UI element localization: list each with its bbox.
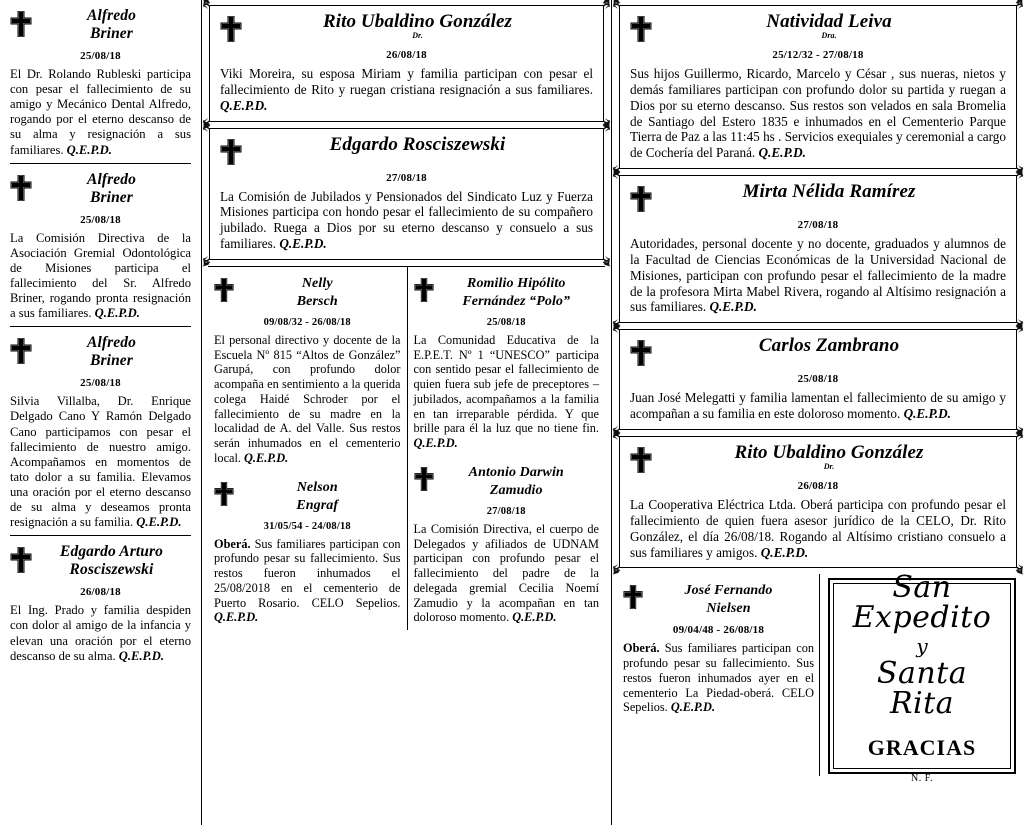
notice-dates: 27/08/18 [486,505,526,517]
notice-header [10,3,191,45]
notice-body [630,497,1006,560]
boxed-obituary-notice [619,329,1017,430]
notice-body [220,189,593,252]
name-subtitle: Dr. [412,31,423,40]
floral-corner-ornament-icon [1007,322,1024,339]
notice-header [220,134,593,167]
middle-right-subcolumn [407,267,606,630]
boxed-obituary-notice [619,436,1017,568]
floral-corner-ornament-icon [612,429,629,446]
cross-icon [630,12,652,42]
notice-header [10,330,191,372]
obituary-notice [10,163,191,327]
deceased-name [38,7,191,43]
cross-icon [630,443,652,473]
notice-body [630,236,1006,315]
cross-icon [10,334,32,364]
body-text: La Comisión de Jubilados y Pensionados del Sindicato Luz y Fuerza Misiones participa con hondo pesar el fallecimiento de su compañero jubilado. Ruega a Dios por su eterno descanso y consuelo a sus familiares. [220,188,593,252]
notice-dates: 26/08/18 [386,49,427,61]
notice-body [414,522,600,625]
body-text: Sus hijos Guillermo, Ricardo, Marcelo y César , sus nueras, nietos y demás familiares participan con profundo dolor su partida y ruegan a Dios por su eterno descanso. Sus restos son velados en sala Bromelia de Santiago del Estero 1835 e inhumados en el Cementerio Parque Tierra de Paz a las 11:45 hs . Servicios exequiales y ceremonial a cargo de Cochería del Paraná. [630,66,1006,161]
saint-initials: N. F. [911,772,933,784]
body-text: Viki Moreira, su esposa Miriam y familia participan con pesar el fallecimiento de Rito y ruegan cristiana resignación a sus familiares. [220,66,593,97]
cross-icon [630,336,652,366]
notice-header [630,335,1006,368]
deceased-name [240,478,401,514]
name-line-1: Romilio Hipólito [467,275,566,291]
name-line-1: Rito Ubaldino González [322,11,513,32]
floral-corner-ornament-icon [594,121,611,138]
name-line-1: Alfredo [87,170,136,188]
deceased-name [240,274,401,310]
floral-corner-ornament-icon [612,558,629,575]
notice-dates: 26/08/18 [797,479,839,492]
obituary-notice [623,574,814,720]
name-line-1: Carlos Zambrano [758,335,900,357]
cross-icon [10,171,32,201]
body-text: La Comisión Directiva de la Asociación Gremial Odontológica de Misiones participa el fallecimiento del Sr. Alfredo Briner, rogando pronta resignación a sus familiares. [10,230,191,321]
qepd-text: Q.E.P.D. [66,142,112,157]
name-line-1: Nelly [301,275,333,291]
boxed-obituary-notice [209,5,604,122]
floral-corner-ornament-icon [1007,558,1024,575]
notice-header [10,539,191,581]
cross-icon [623,581,643,609]
obituary-notice [414,456,600,630]
body-lead: Oberá. [214,536,251,551]
name-line-1: Alfredo [87,7,136,24]
saint-thanks-text: GRACIAS [867,734,977,760]
cross-icon [10,7,32,37]
qepd-text: Q.E.P.D. [136,515,182,530]
deceased-name [38,171,191,207]
name-line-2: Fernández “Polo” [462,293,571,309]
name-line-1: Mirta Nélida Ramírez [742,181,916,203]
notice-dates: 27/08/18 [797,219,839,232]
notice-body [10,394,191,530]
qepd-text: Q.E.P.D. [118,648,165,663]
notice-dates: 09/04/48 - 26/08/18 [672,624,765,637]
deceased-name [649,581,814,617]
obituary-notice [214,471,401,631]
notice-header [630,181,1006,214]
name-line-1: Edgardo Rosciszewski [329,133,506,155]
notice-body [10,231,191,322]
notice-header [10,167,191,209]
name-line-2: Briner [90,352,133,370]
body-text: La Comisión Directiva, el cuerpo de Delegados y afiliados de UDNAM participan con profundo pesar el fallecimiento del padre de la delegada gremial Cecilia Noemí Zamudio y la acompañan en tan doloroso momento. [413,521,599,625]
name-line-1: Edgardo Arturo [60,543,163,561]
deceased-name [658,12,1006,41]
saint-thanks-column [819,569,1018,784]
saint-thanks-advert [826,569,1018,784]
right-column [611,0,1024,825]
deceased-name [658,336,1006,356]
qepd-text: Q.E.P.D. [903,406,951,422]
middle-left-subcolumn [208,267,407,630]
saint-outer-border [828,569,1016,784]
floral-corner-ornament-icon [612,159,629,176]
body-text: Sus familiares participan con profundo pesar su fallecimiento. Sus restos fueron inhumados ayer en el cementerio La Piedad-oberá. CELO Sepelios. [623,641,814,715]
floral-corner-ornament-icon [1007,0,1024,15]
floral-corner-ornament-icon [202,250,219,267]
notice-header [214,474,401,516]
notice-header [220,11,593,44]
floral-corner-ornament-icon [1007,159,1024,176]
qepd-text: Q.E.P.D. [709,299,757,315]
cross-icon [10,543,32,573]
cross-icon [214,274,234,302]
body-text: Silvia Villalba, Dr. Enrique Delgado Cano Y Ramón Delgado Cano participamos con pesar el fallecimiento de nuestro amigo. Acompañamos en momentos de tato dolor a su familia. Elevamos una oración por el eterno descanso de su alma y deseamos pronta resignación a su familia. [10,394,191,530]
body-text: Juan José Melegatti y familia lamentan el fallecimiento de su amigo y acompañan a su familia en este doloroso momento. [630,390,1006,422]
floral-corner-ornament-icon [612,313,629,330]
name-line-2: Zamudio [489,482,543,498]
floral-corner-ornament-icon [612,322,629,339]
qepd-text: Q.E.P.D. [758,145,806,161]
name-line-1: José Fernando [684,583,773,599]
body-text: La Cooperativa Eléctrica Ltda. Oberá participa con profundo pesar el fallecimiento de quien fuera asesor jurídico de la CELO, Dr. Rito González, el día 26/08/18. Rogando al Altísimo cristiano consuelo a sus familiares y amigos. [630,496,1006,560]
notice-header [414,270,600,312]
qepd-text: Q.E.P.D. [244,450,289,465]
name-line-2: Nielsen [706,601,751,617]
floral-corner-ornament-icon [1007,429,1024,446]
notice-dates: 27/08/18 [386,171,427,184]
name-line-1: Antonio Darwin [468,464,564,480]
name-line-2: Bersch [296,293,338,309]
middle-split-section [208,266,605,630]
notice-dates: 25/12/32 - 27/08/18 [772,49,864,61]
middle-column [201,0,611,825]
name-line-1: Rito Ubaldino González [734,441,924,463]
body-lead: Oberá. [623,641,660,656]
notice-header [630,442,1006,475]
name-line-1: Nelson [296,479,338,495]
qepd-text: Q.E.P.D. [670,700,716,715]
body-text: El personal directivo y docente de la Escuela Nº 815 “Altos de González” Garupá, con profundo dolor acompaña en sentimiento a la querida colega Haidé Schroder por el fallecimiento de su madre en la localidad de A. del Valle. Sus restos serán inhumados en el cementerio local. [214,332,401,465]
notice-header [214,270,401,312]
name-line-2: Briner [90,25,133,42]
floral-corner-ornament-icon [612,168,629,185]
notice-dates: 26/08/18 [80,586,121,599]
floral-corner-ornament-icon [612,0,629,15]
right-bottom-section [618,569,1018,784]
notice-dates: 31/05/54 - 24/08/18 [263,520,351,532]
cross-icon [214,478,234,506]
boxed-obituary-notice [209,128,604,260]
body-text: El Ing. Prado y familia despiden con dolor al amigo de la infancia y elevan una oración por el eterno descanso de su alma. [10,603,191,663]
notice-header [623,577,814,619]
obituary-notice [10,326,191,535]
boxed-obituary-notice [619,175,1017,323]
qepd-text: Q.E.P.D. [512,610,557,625]
notice-dates: 25/08/18 [797,373,839,386]
cross-icon [414,463,434,491]
floral-corner-ornament-icon [594,112,611,129]
saint-name-line-1: San Expedito [852,569,992,635]
cross-icon [220,135,242,165]
body-text: Autoridades, personal docente y no docente, graduados y alumnos de la Facultad de Ciencias Económicas de la Universidad Nacional de Misiones, participan con profundo pesar el fallecimiento de la madre de la profesora Mirta Mabel Rivera, rogando al Altísimo resignación a sus familiares. [630,236,1006,315]
deceased-name [38,543,191,579]
floral-corner-ornament-icon [202,112,219,129]
body-text: El Dr. Rolando Rubleski participa con pesar el fallecimiento de su amigo y Mecánico Dental Alfredo, rogando por el eterno descanso de su alma y resignación a sus familiares. [10,67,191,157]
notice-body [214,333,401,466]
cross-icon [414,274,434,302]
floral-corner-ornament-icon [1007,313,1024,330]
name-subtitle: Dr. [823,461,835,471]
floral-corner-ornament-icon [612,420,629,437]
obituary-notice [10,0,191,163]
deceased-name [248,135,593,155]
obituary-notice [414,267,600,456]
notice-body [630,66,1006,161]
notice-dates: 25/08/18 [80,213,121,226]
body-text: La Comunidad Educativa de la E.P.E.T. Nº 1 “UNESCO” participa con sentido pesar el fallecimiento de quien fuera sub jefe de preceptores – jubilados, acompañamos a la familia en tan irreparable pérdida. Y que brille para él la luz que no tiene fin. [413,332,599,436]
obituary-notice [214,267,401,471]
notice-body [10,67,191,158]
notice-dates: 09/08/32 - 26/08/18 [263,316,351,328]
saint-name-line-2: Santa Rita [876,655,968,721]
floral-corner-ornament-icon [1007,168,1024,185]
name-line-1: Alfredo [87,334,136,352]
notice-body [414,333,600,451]
qepd-text: Q.E.P.D. [214,610,259,625]
floral-corner-ornament-icon [594,250,611,267]
name-line-2: Rosciszewski [69,561,154,579]
notice-body [214,537,401,626]
left-column [0,0,201,825]
deceased-name [658,182,1006,202]
notice-body [220,66,593,114]
qepd-text: Q.E.P.D. [413,436,458,451]
deceased-name [38,334,191,370]
qepd-text: Q.E.P.D. [279,236,327,252]
floral-corner-ornament-icon [594,0,611,15]
name-line-1: Natividad Leiva [766,11,892,32]
qepd-text: Q.E.P.D. [220,97,268,113]
notice-body [10,603,191,663]
deceased-name [248,12,593,41]
notice-body [630,390,1006,422]
boxed-obituary-notice [619,5,1017,169]
notice-header [414,459,600,501]
floral-corner-ornament-icon [1007,420,1024,437]
deceased-name [658,443,1006,472]
name-subtitle: Dra. [821,31,837,40]
notice-dates: 25/08/18 [80,377,121,390]
name-line-2: Briner [90,188,133,206]
cross-icon [220,12,242,42]
saint-conjunction: y [916,633,928,658]
notice-dates: 25/08/18 [486,316,526,328]
name-line-2: Engraf [296,497,339,513]
floral-corner-ornament-icon [202,0,219,15]
cross-icon [630,182,652,212]
right-bottom-notice-column [618,574,819,776]
obituary-notice [10,535,191,668]
saint-inner-border [833,569,1011,784]
notice-body [623,641,814,715]
body-text: Sus familiares participan con profundo pesar su fallecimiento. Sus restos fueron inhumados el 25/08/2018 en el cementerio de Puerto Rosario. CELO Sepelios. [214,536,401,610]
notice-dates: 25/08/18 [80,50,121,62]
notice-header [630,11,1006,44]
qepd-text: Q.E.P.D. [760,544,809,560]
deceased-name [440,274,600,310]
qepd-text: Q.E.P.D. [94,306,140,321]
deceased-name [440,463,600,499]
floral-corner-ornament-icon [202,121,219,138]
